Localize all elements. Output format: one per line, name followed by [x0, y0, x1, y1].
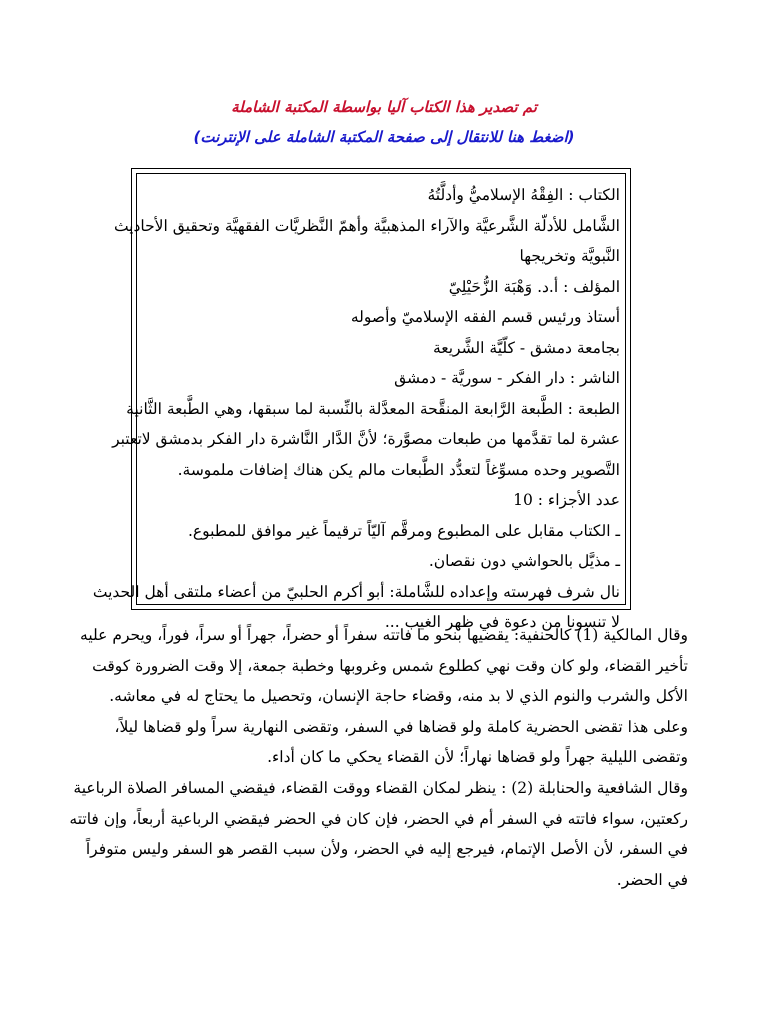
book-info-line: المؤلف : أ.د. وَهْبَة الزُّحَيْلِيّ [448, 277, 620, 296]
book-info-line: التَّصوير وحده مسوِّغاً لتعدُّد الطَّبعات مالم يكن هناك إضافات ملموسة. [177, 460, 620, 479]
body-paragraph-line: وقال الشافعية والحنابلة (2) : ينظر لمكان القضاء ووقت القضاء، فيقضي المسافر الصلاة الرباعية [73, 778, 688, 797]
body-paragraph-line: وتقضى الليلية جهراً ولو قضاها نهاراً؛ لأن القضاء يحكي ما كان أداء. [267, 748, 688, 767]
body-paragraph-line: في السفر، لأن الأصل الإتمام، فيرجع إليه في الحضر، ولأن سبب القصر هو السفر وليس متوفراً [85, 840, 688, 859]
book-info-line: ـ مذيَّل بالحواشي دون نقصان. [428, 552, 620, 570]
book-info-box [92, 168, 631, 631]
book-info-content [92, 173, 626, 631]
page-body-text [69, 620, 688, 895]
export-header [0, 92, 768, 152]
book-info-line: النَّبويَّة وتخريجها [519, 247, 620, 265]
book-info-line: بجامعة دمشق - كلّيَّة الشَّريعة [432, 338, 620, 357]
book-info-line: عدد الأجزاء : 10 [513, 491, 620, 509]
body-paragraph-line: ركعتين، سواء فاتته في السفر أم في الحضر، فإن كان في الحضر فيقضي الرباعية أربعاً، وإن فاتته [69, 809, 688, 828]
book-info-line: الكتاب : الفِقْهُ الإسلاميُّ وأدلَّتُهُ [427, 186, 620, 204]
shamela-online-link[interactable]: (اضغط هنا للانتقال إلى صفحة المكتبة الشاملة على الإنترنت) [193, 128, 575, 146]
book-info-line: لا تنسونا من دعوة في ظهر الغيب ... [384, 613, 620, 631]
book-info-line: الناشر : دار الفكر - سوريَّة - دمشق [394, 369, 620, 387]
body-paragraph-line: في الحضر. [616, 870, 688, 889]
body-paragraph-line: وقال المالكية (1) كالحنفية: يقضيها بنحو ما فاتته سفراً أو حضراً، جهراً أو سراً، فوراً، ويحرم عليه [80, 626, 688, 644]
body-paragraph-line: تأخير القضاء، ولو كان وقت نهي كطلوع شمس وغروبها وخطبة جمعة، إلا وقت الضرورة كوقت [92, 656, 688, 675]
body-paragraph-line: الأكل والشرب والنوم الذي لا بد منه، وقضاء حاجة الإنسان، وتحصيل ما يحتاج له في معاشه. [109, 687, 688, 706]
book-info-line: نال شرف فهرسته وإعداده للشَّاملة: أبو أكرم الحلبيّ من أعضاء ملتقى أهل الحديث [92, 582, 620, 601]
book-info-line: الطبعة : الطَّبعة الرَّابعة المنقَّحة المعدَّلة بالنِّسبة لما سبقها، وهي الطَّبعة الثَّانية [126, 399, 620, 418]
book-info-line: أستاذ ورئيس قسم الفقه الإسلاميّ وأصوله [350, 308, 620, 326]
book-info-line: الشَّامل للأدلّة الشَّرعيَّة والآراء المذهبيَّة وأهمّ النَّظريَّات الفقهيَّة وتحقيق الأحاديث [113, 216, 620, 235]
export-notice: تم تصدير هذا الكتاب آليا بواسطة المكتبة الشاملة [231, 98, 537, 116]
body-paragraph-line: وعلى هذا تقضى الحضرية كاملة ولو قضاها في السفر، وتقضى النهارية سراً ولو قضاها ليلاً، [114, 717, 688, 736]
book-info-line: عشرة لما تقدَّمها من طبعات مصوَّرة؛ لأنَّ الدَّار النَّاشرة دار الفكر بدمشق لاتعتبر [112, 430, 620, 448]
book-info-line: ـ الكتاب مقابل على المطبوع ومرقَّم آليّاً ترقيماً غير موافق للمطبوع. [187, 521, 620, 540]
